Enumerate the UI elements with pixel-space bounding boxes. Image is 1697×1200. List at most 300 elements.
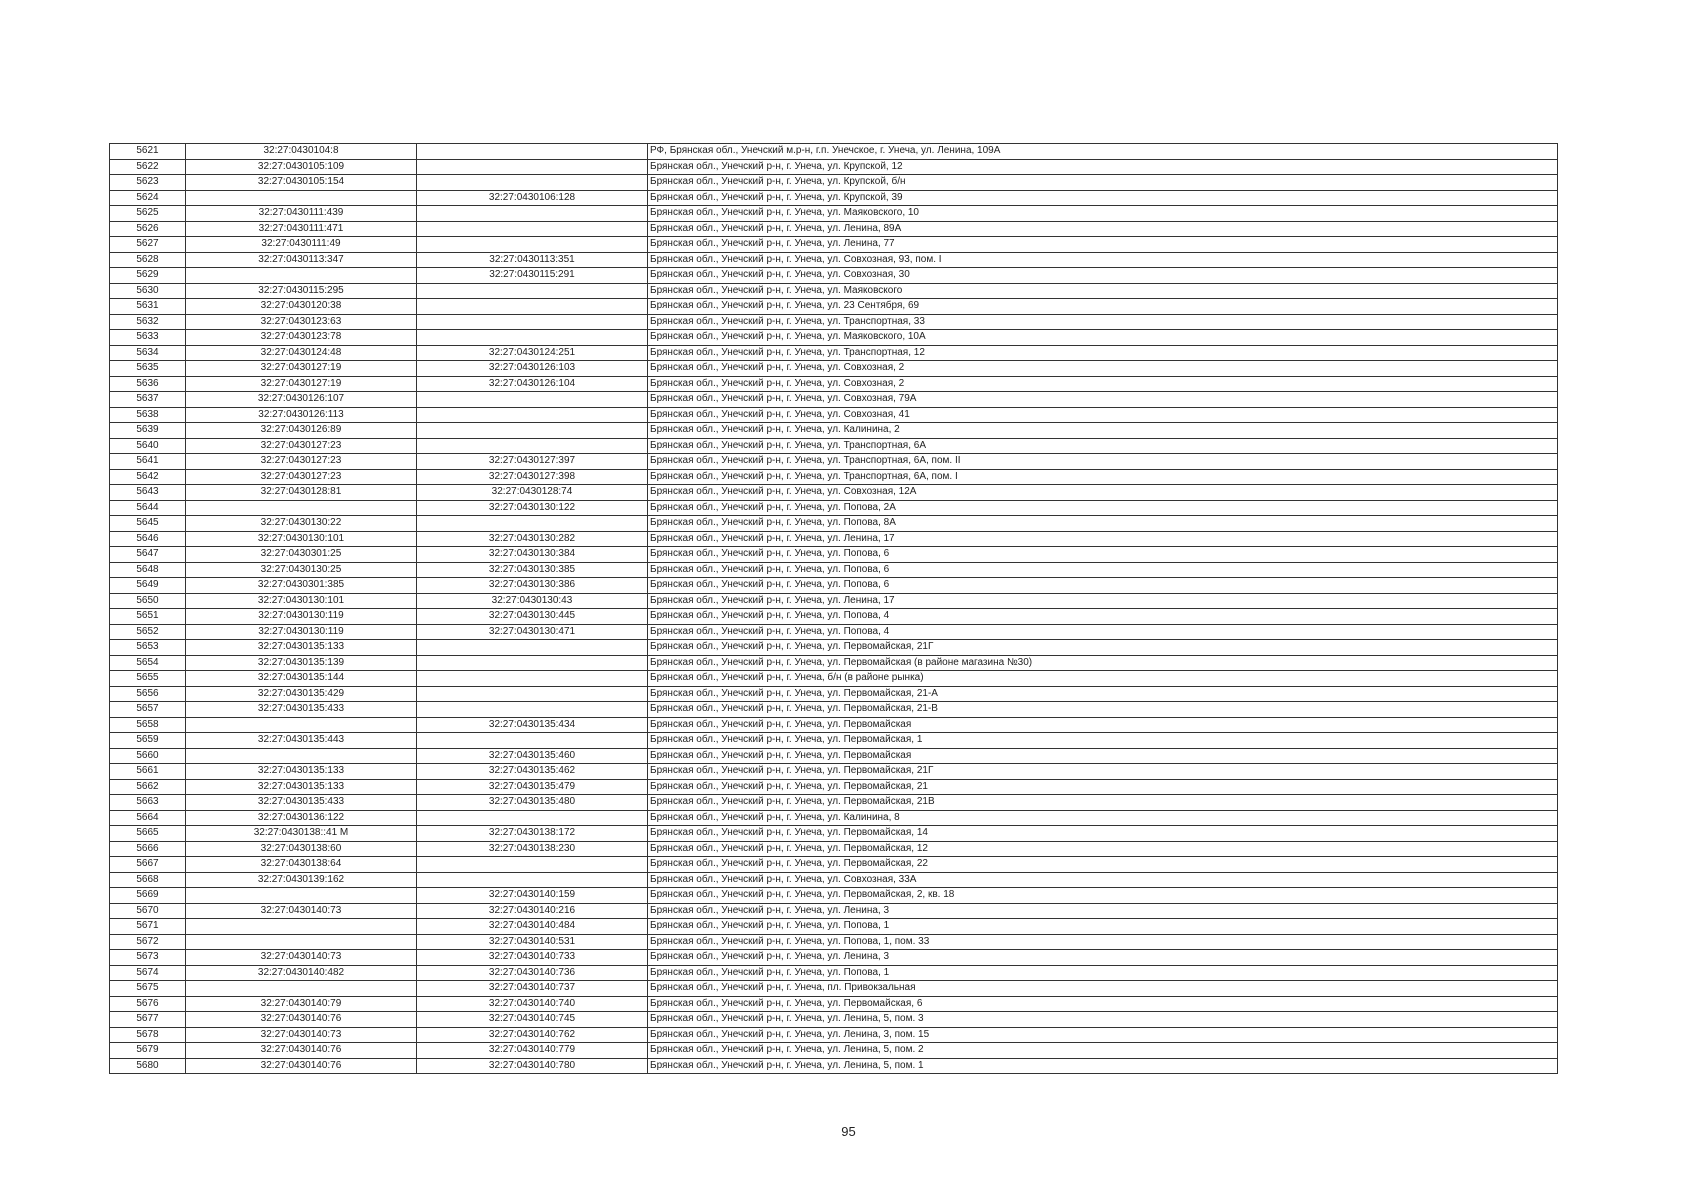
object-cadastral-number-cell: [417, 516, 648, 532]
address-cell: Брянская обл., Унечский р-н, г. Унеча, ул. Первомайская: [648, 717, 1558, 733]
table-row: [110, 376, 1558, 392]
table-row: [110, 965, 1558, 981]
table-row: [110, 268, 1558, 284]
row-number-cell: 5661: [110, 764, 186, 780]
object-cadastral-number-cell: 32:27:0430113:351: [417, 252, 648, 268]
row-number-cell: 5653: [110, 640, 186, 656]
table-row: [110, 516, 1558, 532]
land-cadastral-number-cell: 32:27:0430139:162: [186, 872, 417, 888]
row-number-cell: 5666: [110, 841, 186, 857]
row-number-cell: 5643: [110, 485, 186, 501]
address-cell: Брянская обл., Унечский р-н, г. Унеча, ул. Первомайская, 14: [648, 826, 1558, 842]
address-cell: Брянская обл., Унечский р-н, г. Унеча, ул. Попова, 6: [648, 562, 1558, 578]
land-cadastral-number-cell: [186, 190, 417, 206]
land-cadastral-number-cell: 32:27:0430105:109: [186, 159, 417, 175]
row-number-cell: 5677: [110, 1012, 186, 1028]
land-cadastral-number-cell: 32:27:0430135:133: [186, 640, 417, 656]
row-number-cell: 5623: [110, 175, 186, 191]
land-cadastral-number-cell: 32:27:0430135:133: [186, 764, 417, 780]
address-cell: Брянская обл., Унечский р-н, г. Унеча, ул. Совхозная, 79А: [648, 392, 1558, 408]
table-row: [110, 562, 1558, 578]
land-cadastral-number-cell: 32:27:0430135:433: [186, 795, 417, 811]
address-cell: Брянская обл., Унечский р-н, г. Унеча, ул. Крупской, 12: [648, 159, 1558, 175]
table-row: [110, 361, 1558, 377]
land-cadastral-number-cell: 32:27:0430140:79: [186, 996, 417, 1012]
object-cadastral-number-cell: [417, 206, 648, 222]
table-row: [110, 686, 1558, 702]
row-number-cell: 5659: [110, 733, 186, 749]
table-row: [110, 1027, 1558, 1043]
row-number-cell: 5662: [110, 779, 186, 795]
land-cadastral-number-cell: 32:27:0430127:23: [186, 438, 417, 454]
table-row: [110, 221, 1558, 237]
row-number-cell: 5673: [110, 950, 186, 966]
address-cell: Брянская обл., Унечский р-н, г. Унеча, ул. Транспортная, 12: [648, 345, 1558, 361]
address-cell: Брянская обл., Унечский р-н, г. Унеча, ул. Ленина, 17: [648, 593, 1558, 609]
address-cell: Брянская обл., Унечский р-н, г. Унеча, ул. Ленина, 3: [648, 950, 1558, 966]
address-cell: Брянская обл., Унечский р-н, г. Унеча, ул. Попова, 1: [648, 919, 1558, 935]
table-row: [110, 299, 1558, 315]
address-cell: Брянская обл., Унечский р-н, г. Унеча, ул. Ленина, 5, пом. 1: [648, 1058, 1558, 1074]
table-row: [110, 764, 1558, 780]
table-row: [110, 671, 1558, 687]
land-cadastral-number-cell: 32:27:0430135:429: [186, 686, 417, 702]
address-cell: Брянская обл., Унечский р-н, г. Унеча, ул. Калинина, 2: [648, 423, 1558, 439]
address-cell: Брянская обл., Унечский р-н, г. Унеча, ул. Первомайская, 1: [648, 733, 1558, 749]
land-cadastral-number-cell: 32:27:0430135:139: [186, 655, 417, 671]
row-number-cell: 5668: [110, 872, 186, 888]
object-cadastral-number-cell: 32:27:0430140:779: [417, 1043, 648, 1059]
row-number-cell: 5644: [110, 500, 186, 516]
row-number-cell: 5636: [110, 376, 186, 392]
table-row: [110, 1058, 1558, 1074]
address-cell: Брянская обл., Унечский р-н, г. Унеча, ул. Ленина, 5, пом. 3: [648, 1012, 1558, 1028]
address-cell: Брянская обл., Унечский р-н, г. Унеча, ул. Первомайская, 21Г: [648, 640, 1558, 656]
row-number-cell: 5669: [110, 888, 186, 904]
address-cell: Брянская обл., Унечский р-н, г. Унеча, ул. Совхозная, 93, пом. I: [648, 252, 1558, 268]
row-number-cell: 5651: [110, 609, 186, 625]
land-cadastral-number-cell: 32:27:0430126:107: [186, 392, 417, 408]
address-cell: Брянская обл., Унечский р-н, г. Унеча, ул. Транспортная, 33: [648, 314, 1558, 330]
object-cadastral-number-cell: 32:27:0430140:737: [417, 981, 648, 997]
table-row: [110, 578, 1558, 594]
row-number-cell: 5649: [110, 578, 186, 594]
land-cadastral-number-cell: 32:27:0430105:154: [186, 175, 417, 191]
land-cadastral-number-cell: [186, 888, 417, 904]
address-cell: РФ, Брянская обл., Унечский м.р-н, г.п. Унечское, г. Унеча, ул. Ленина, 109А: [648, 144, 1558, 160]
address-cell: Брянская обл., Унечский р-н, г. Унеча, ул. Совхозная, 30: [648, 268, 1558, 284]
row-number-cell: 5663: [110, 795, 186, 811]
table-row: [110, 593, 1558, 609]
address-cell: Брянская обл., Унечский р-н, г. Унеча, ул. Первомайская, 21-А: [648, 686, 1558, 702]
object-cadastral-number-cell: 32:27:0430130:471: [417, 624, 648, 640]
table-row: [110, 1012, 1558, 1028]
object-cadastral-number-cell: [417, 671, 648, 687]
object-cadastral-number-cell: 32:27:0430140:745: [417, 1012, 648, 1028]
land-cadastral-number-cell: 32:27:0430138:64: [186, 857, 417, 873]
row-number-cell: 5637: [110, 392, 186, 408]
object-cadastral-number-cell: [417, 655, 648, 671]
land-cadastral-number-cell: 32:27:0430126:113: [186, 407, 417, 423]
land-cadastral-number-cell: 32:27:0430111:471: [186, 221, 417, 237]
row-number-cell: 5665: [110, 826, 186, 842]
object-cadastral-number-cell: [417, 144, 648, 160]
address-cell: Брянская обл., Унечский р-н, г. Унеча, ул. Ленина, 3: [648, 903, 1558, 919]
land-cadastral-number-cell: 32:27:0430138::41 М: [186, 826, 417, 842]
object-cadastral-number-cell: [417, 640, 648, 656]
address-cell: Брянская обл., Унечский р-н, г. Унеча, ул. Совхозная, 41: [648, 407, 1558, 423]
row-number-cell: 5667: [110, 857, 186, 873]
object-cadastral-number-cell: [417, 686, 648, 702]
address-cell: Брянская обл., Унечский р-н, г. Унеча, ул. Первомайская, 21Г: [648, 764, 1558, 780]
object-cadastral-number-cell: [417, 283, 648, 299]
address-cell: Брянская обл., Унечский р-н, г. Унеча, ул. Попова, 4: [648, 624, 1558, 640]
row-number-cell: 5674: [110, 965, 186, 981]
table-row: [110, 640, 1558, 656]
table-row: [110, 841, 1558, 857]
land-cadastral-number-cell: 32:27:0430130:101: [186, 531, 417, 547]
land-cadastral-number-cell: 32:27:0430136:122: [186, 810, 417, 826]
land-cadastral-number-cell: 32:27:0430140:76: [186, 1043, 417, 1059]
address-cell: Брянская обл., Унечский р-н, г. Унеча, ул. Попова, 8А: [648, 516, 1558, 532]
table-row: [110, 795, 1558, 811]
object-cadastral-number-cell: 32:27:0430130:385: [417, 562, 648, 578]
row-number-cell: 5642: [110, 469, 186, 485]
land-cadastral-number-cell: 32:27:0430301:25: [186, 547, 417, 563]
table-row: [110, 175, 1558, 191]
address-cell: Брянская обл., Унечский р-н, г. Унеча, ул. Совхозная, 2: [648, 376, 1558, 392]
row-number-cell: 5645: [110, 516, 186, 532]
address-cell: Брянская обл., Унечский р-н, г. Унеча, ул. Первомайская, 12: [648, 841, 1558, 857]
object-cadastral-number-cell: [417, 872, 648, 888]
land-cadastral-number-cell: 32:27:0430140:73: [186, 1027, 417, 1043]
address-cell: Брянская обл., Унечский р-н, г. Унеча, ул. Первомайская, 21В: [648, 795, 1558, 811]
address-cell: Брянская обл., Унечский р-н, г. Унеча, ул. Маяковского: [648, 283, 1558, 299]
land-cadastral-number-cell: [186, 500, 417, 516]
address-cell: Брянская обл., Унечский р-н, г. Унеча, ул. Совхозная, 2: [648, 361, 1558, 377]
land-cadastral-number-cell: 32:27:0430127:19: [186, 376, 417, 392]
row-number-cell: 5679: [110, 1043, 186, 1059]
table-row: [110, 733, 1558, 749]
row-number-cell: 5680: [110, 1058, 186, 1074]
row-number-cell: 5664: [110, 810, 186, 826]
row-number-cell: 5632: [110, 314, 186, 330]
address-cell: Брянская обл., Унечский р-н, г. Унеча, ул. Маяковского, 10А: [648, 330, 1558, 346]
table-row: [110, 981, 1558, 997]
row-number-cell: 5658: [110, 717, 186, 733]
address-cell: Брянская обл., Унечский р-н, г. Унеча, б/н (в районе рынка): [648, 671, 1558, 687]
row-number-cell: 5678: [110, 1027, 186, 1043]
table-row: [110, 748, 1558, 764]
table-row: [110, 500, 1558, 516]
row-number-cell: 5627: [110, 237, 186, 253]
table-row: [110, 159, 1558, 175]
table-row: [110, 996, 1558, 1012]
object-cadastral-number-cell: 32:27:0430126:103: [417, 361, 648, 377]
address-cell: Брянская обл., Унечский р-н, г. Унеча, ул. Первомайская, 21: [648, 779, 1558, 795]
address-cell: Брянская обл., Унечский р-н, г. Унеча, ул. Попова, 4: [648, 609, 1558, 625]
object-cadastral-number-cell: [417, 423, 648, 439]
address-cell: Брянская обл., Унечский р-н, г. Унеча, ул. Маяковского, 10: [648, 206, 1558, 222]
table-row: [110, 283, 1558, 299]
table-row: [110, 1043, 1558, 1059]
row-number-cell: 5622: [110, 159, 186, 175]
address-cell: Брянская обл., Унечский р-н, г. Унеча, ул. Ленина, 89А: [648, 221, 1558, 237]
address-cell: Брянская обл., Унечский р-н, г. Унеча, ул. Крупской, б/н: [648, 175, 1558, 191]
table-row: [110, 888, 1558, 904]
address-cell: Брянская обл., Унечский р-н, г. Унеча, ул. Совхозная, 12А: [648, 485, 1558, 501]
land-cadastral-number-cell: 32:27:0430140:76: [186, 1058, 417, 1074]
object-cadastral-number-cell: 32:27:0430130:445: [417, 609, 648, 625]
table-row: [110, 469, 1558, 485]
table-row: [110, 655, 1558, 671]
land-cadastral-number-cell: [186, 748, 417, 764]
table-row: [110, 330, 1558, 346]
table-row: [110, 206, 1558, 222]
land-cadastral-number-cell: 32:27:0430140:73: [186, 950, 417, 966]
land-cadastral-number-cell: [186, 717, 417, 733]
address-cell: Брянская обл., Унечский р-н, г. Унеча, ул. Совхозная, 33А: [648, 872, 1558, 888]
row-number-cell: 5639: [110, 423, 186, 439]
row-number-cell: 5641: [110, 454, 186, 470]
object-cadastral-number-cell: 32:27:0430135:462: [417, 764, 648, 780]
row-number-cell: 5671: [110, 919, 186, 935]
table-row: [110, 392, 1558, 408]
object-cadastral-number-cell: 32:27:0430140:736: [417, 965, 648, 981]
object-cadastral-number-cell: 32:27:0430130:282: [417, 531, 648, 547]
object-cadastral-number-cell: 32:27:0430140:531: [417, 934, 648, 950]
table-row: [110, 950, 1558, 966]
object-cadastral-number-cell: [417, 438, 648, 454]
object-cadastral-number-cell: 32:27:0430126:104: [417, 376, 648, 392]
land-cadastral-number-cell: 32:27:0430140:73: [186, 903, 417, 919]
row-number-cell: 5621: [110, 144, 186, 160]
registry-table-body: [110, 144, 1558, 1074]
land-cadastral-number-cell: 32:27:0430135:144: [186, 671, 417, 687]
table-row: [110, 547, 1558, 563]
table-row: [110, 237, 1558, 253]
land-cadastral-number-cell: 32:27:0430140:482: [186, 965, 417, 981]
land-cadastral-number-cell: 32:27:0430120:38: [186, 299, 417, 315]
address-cell: Брянская обл., Унечский р-н, г. Унеча, ул. Транспортная, 6А, пом. II: [648, 454, 1558, 470]
object-cadastral-number-cell: [417, 407, 648, 423]
object-cadastral-number-cell: [417, 392, 648, 408]
row-number-cell: 5634: [110, 345, 186, 361]
object-cadastral-number-cell: 32:27:0430130:43: [417, 593, 648, 609]
land-cadastral-number-cell: 32:27:0430128:81: [186, 485, 417, 501]
land-cadastral-number-cell: 32:27:0430130:25: [186, 562, 417, 578]
address-cell: Брянская обл., Унечский р-н, г. Унеча, ул. Первомайская, 6: [648, 996, 1558, 1012]
table-row: [110, 717, 1558, 733]
address-cell: Брянская обл., Унечский р-н, г. Унеча, ул. Калинина, 8: [648, 810, 1558, 826]
object-cadastral-number-cell: 32:27:0430128:74: [417, 485, 648, 501]
object-cadastral-number-cell: 32:27:0430127:398: [417, 469, 648, 485]
row-number-cell: 5650: [110, 593, 186, 609]
land-cadastral-number-cell: 32:27:0430111:439: [186, 206, 417, 222]
row-number-cell: 5655: [110, 671, 186, 687]
table-row: [110, 345, 1558, 361]
land-cadastral-number-cell: 32:27:0430135:443: [186, 733, 417, 749]
registry-table: [109, 143, 1558, 1074]
row-number-cell: 5631: [110, 299, 186, 315]
land-cadastral-number-cell: 32:27:0430301:385: [186, 578, 417, 594]
land-cadastral-number-cell: 32:27:0430124:48: [186, 345, 417, 361]
object-cadastral-number-cell: 32:27:0430130:384: [417, 547, 648, 563]
row-number-cell: 5647: [110, 547, 186, 563]
object-cadastral-number-cell: 32:27:0430130:386: [417, 578, 648, 594]
object-cadastral-number-cell: [417, 733, 648, 749]
address-cell: Брянская обл., Унечский р-н, г. Унеча, ул. Ленина, 3, пом. 15: [648, 1027, 1558, 1043]
table-row: [110, 919, 1558, 935]
table-row: [110, 826, 1558, 842]
land-cadastral-number-cell: 32:27:0430140:76: [186, 1012, 417, 1028]
table-row: [110, 531, 1558, 547]
row-number-cell: 5672: [110, 934, 186, 950]
table-row: [110, 810, 1558, 826]
object-cadastral-number-cell: 32:27:0430135:460: [417, 748, 648, 764]
object-cadastral-number-cell: 32:27:0430140:780: [417, 1058, 648, 1074]
land-cadastral-number-cell: [186, 919, 417, 935]
land-cadastral-number-cell: 32:27:0430135:433: [186, 702, 417, 718]
land-cadastral-number-cell: [186, 934, 417, 950]
land-cadastral-number-cell: 32:27:0430104:8: [186, 144, 417, 160]
object-cadastral-number-cell: [417, 237, 648, 253]
row-number-cell: 5638: [110, 407, 186, 423]
object-cadastral-number-cell: 32:27:0430140:216: [417, 903, 648, 919]
row-number-cell: 5652: [110, 624, 186, 640]
address-cell: Брянская обл., Унечский р-н, г. Унеча, ул. Первомайская, 21-В: [648, 702, 1558, 718]
land-cadastral-number-cell: 32:27:0430127:23: [186, 469, 417, 485]
row-number-cell: 5660: [110, 748, 186, 764]
row-number-cell: 5657: [110, 702, 186, 718]
table-row: [110, 407, 1558, 423]
land-cadastral-number-cell: 32:27:0430111:49: [186, 237, 417, 253]
object-cadastral-number-cell: 32:27:0430135:434: [417, 717, 648, 733]
land-cadastral-number-cell: 32:27:0430130:119: [186, 609, 417, 625]
row-number-cell: 5656: [110, 686, 186, 702]
land-cadastral-number-cell: 32:27:0430113:347: [186, 252, 417, 268]
page-number: 95: [841, 1124, 856, 1139]
land-cadastral-number-cell: [186, 268, 417, 284]
object-cadastral-number-cell: [417, 330, 648, 346]
object-cadastral-number-cell: 32:27:0430127:397: [417, 454, 648, 470]
address-cell: Брянская обл., Унечский р-н, г. Унеча, ул. Попова, 1: [648, 965, 1558, 981]
object-cadastral-number-cell: 32:27:0430124:251: [417, 345, 648, 361]
object-cadastral-number-cell: 32:27:0430140:762: [417, 1027, 648, 1043]
table-row: [110, 423, 1558, 439]
table-row: [110, 779, 1558, 795]
table-row: [110, 485, 1558, 501]
object-cadastral-number-cell: 32:27:0430138:172: [417, 826, 648, 842]
land-cadastral-number-cell: 32:27:0430123:63: [186, 314, 417, 330]
table-row: [110, 903, 1558, 919]
land-cadastral-number-cell: [186, 981, 417, 997]
table-row: [110, 190, 1558, 206]
object-cadastral-number-cell: [417, 175, 648, 191]
address-cell: Брянская обл., Унечский р-н, г. Унеча, ул. Первомайская: [648, 748, 1558, 764]
land-cadastral-number-cell: 32:27:0430130:22: [186, 516, 417, 532]
row-number-cell: 5648: [110, 562, 186, 578]
object-cadastral-number-cell: [417, 857, 648, 873]
address-cell: Брянская обл., Унечский р-н, г. Унеча, ул. Первомайская (в районе магазина №30): [648, 655, 1558, 671]
table-row: [110, 934, 1558, 950]
address-cell: Брянская обл., Унечский р-н, г. Унеча, ул. Крупской, 39: [648, 190, 1558, 206]
object-cadastral-number-cell: 32:27:0430135:479: [417, 779, 648, 795]
land-cadastral-number-cell: 32:27:0430130:101: [186, 593, 417, 609]
row-number-cell: 5654: [110, 655, 186, 671]
row-number-cell: 5625: [110, 206, 186, 222]
object-cadastral-number-cell: 32:27:0430135:480: [417, 795, 648, 811]
object-cadastral-number-cell: [417, 810, 648, 826]
object-cadastral-number-cell: 32:27:0430106:128: [417, 190, 648, 206]
row-number-cell: 5624: [110, 190, 186, 206]
address-cell: Брянская обл., Унечский р-н, г. Унеча, ул. Попова, 1, пом. 33: [648, 934, 1558, 950]
row-number-cell: 5640: [110, 438, 186, 454]
land-cadastral-number-cell: 32:27:0430138:60: [186, 841, 417, 857]
table-row: [110, 252, 1558, 268]
table-row: [110, 872, 1558, 888]
row-number-cell: 5676: [110, 996, 186, 1012]
land-cadastral-number-cell: 32:27:0430127:23: [186, 454, 417, 470]
object-cadastral-number-cell: 32:27:0430115:291: [417, 268, 648, 284]
land-cadastral-number-cell: 32:27:0430130:119: [186, 624, 417, 640]
table-row: [110, 702, 1558, 718]
address-cell: Брянская обл., Унечский р-н, г. Унеча, ул. Ленина, 17: [648, 531, 1558, 547]
table-row: [110, 454, 1558, 470]
object-cadastral-number-cell: 32:27:0430140:484: [417, 919, 648, 935]
object-cadastral-number-cell: 32:27:0430140:733: [417, 950, 648, 966]
object-cadastral-number-cell: [417, 299, 648, 315]
row-number-cell: 5633: [110, 330, 186, 346]
address-cell: Брянская обл., Унечский р-н, г. Унеча, ул. Транспортная, 6А: [648, 438, 1558, 454]
row-number-cell: 5629: [110, 268, 186, 284]
table-row: [110, 438, 1558, 454]
row-number-cell: 5646: [110, 531, 186, 547]
address-cell: Брянская обл., Унечский р-н, г. Унеча, ул. Ленина, 5, пом. 2: [648, 1043, 1558, 1059]
address-cell: Брянская обл., Унечский р-н, г. Унеча, ул. Ленина, 77: [648, 237, 1558, 253]
land-cadastral-number-cell: 32:27:0430126:89: [186, 423, 417, 439]
table-row: [110, 144, 1558, 160]
row-number-cell: 5670: [110, 903, 186, 919]
address-cell: Брянская обл., Унечский р-н, г. Унеча, ул. Транспортная, 6А, пом. I: [648, 469, 1558, 485]
object-cadastral-number-cell: [417, 159, 648, 175]
object-cadastral-number-cell: 32:27:0430140:740: [417, 996, 648, 1012]
land-cadastral-number-cell: 32:27:0430127:19: [186, 361, 417, 377]
table-row: [110, 609, 1558, 625]
address-cell: Брянская обл., Унечский р-н, г. Унеча, пл. Привокзальная: [648, 981, 1558, 997]
address-cell: Брянская обл., Унечский р-н, г. Унеча, ул. Попова, 2А: [648, 500, 1558, 516]
address-cell: Брянская обл., Унечский р-н, г. Унеча, ул. 23 Сентября, 69: [648, 299, 1558, 315]
row-number-cell: 5630: [110, 283, 186, 299]
table-row: [110, 314, 1558, 330]
object-cadastral-number-cell: 32:27:0430140:159: [417, 888, 648, 904]
address-cell: Брянская обл., Унечский р-н, г. Унеча, ул. Первомайская, 2, кв. 18: [648, 888, 1558, 904]
land-cadastral-number-cell: 32:27:0430135:133: [186, 779, 417, 795]
table-row: [110, 857, 1558, 873]
object-cadastral-number-cell: [417, 314, 648, 330]
table-row: [110, 624, 1558, 640]
address-cell: Брянская обл., Унечский р-н, г. Унеча, ул. Попова, 6: [648, 547, 1558, 563]
object-cadastral-number-cell: 32:27:0430138:230: [417, 841, 648, 857]
row-number-cell: 5626: [110, 221, 186, 237]
object-cadastral-number-cell: [417, 702, 648, 718]
address-cell: Брянская обл., Унечский р-н, г. Унеча, ул. Попова, 6: [648, 578, 1558, 594]
row-number-cell: 5675: [110, 981, 186, 997]
land-cadastral-number-cell: 32:27:0430123:78: [186, 330, 417, 346]
land-cadastral-number-cell: 32:27:0430115:295: [186, 283, 417, 299]
address-cell: Брянская обл., Унечский р-н, г. Унеча, ул. Первомайская, 22: [648, 857, 1558, 873]
object-cadastral-number-cell: 32:27:0430130:122: [417, 500, 648, 516]
